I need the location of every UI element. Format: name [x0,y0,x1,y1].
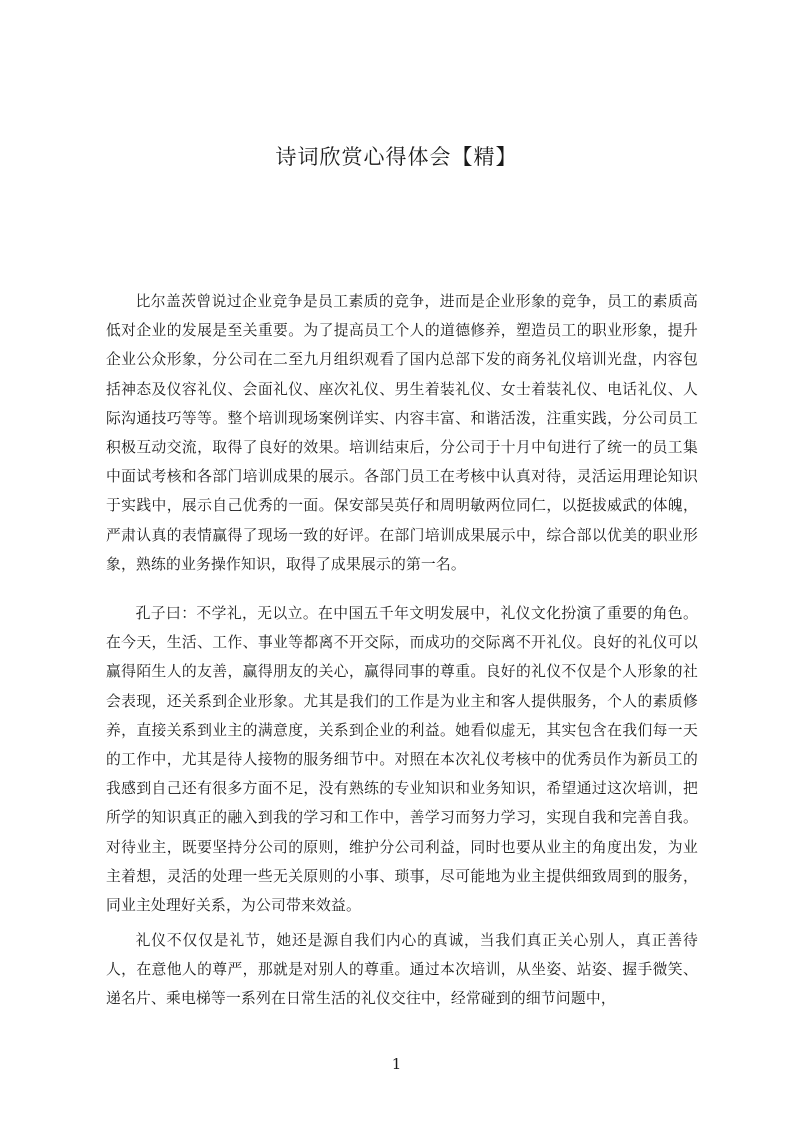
paragraph-1: 比尔盖茨曾说过企业竞争是员工素质的竞争，进而是企业形象的竞争，员工的素质高低对企业的发展是至关重要。为了提高员工个人的道德修养，塑造员工的职业形象，提升企业公众形象，分公司在二至九月组织观看了国内总部下发的商务礼仪培训光盘，内容包括神态及仪容礼仪、会面礼仪、座次礼仪、男生着装礼仪、女士着装礼仪、电话礼仪、人际沟通技巧等等。整个培训现场案例详实、内容丰富、和谐活泼，注重实践，分公司员工积极互动交流，取得了良好的效果。培训结束后，分公司于十月中旬进行了统一的员工集中面试考核和各部门培训成果的展示。各部门员工在考核中认真对待，灵活运用理论知识于实践中，展示自己优秀的一面。保安部吴英仔和周明敏两位同仁，以挺拔威武的体魄，严肃认真的表情赢得了现场一致的好评。在部门培训成果展示中，综合部以优美的职业形象，熟练的业务操作知识，取得了成果展示的第一名。 [106,293,698,573]
paragraph-2: 孔子曰：不学礼，无以立。在中国五千年文明发展中，礼仪文化扮演了重要的角色。在今天，生活、工作、事业等都离不开交际，而成功的交际离不开礼仪。良好的礼仪可以赢得陌生人的友善，赢得朋友的关心，赢得同事的尊重。良好的礼仪不仅是个人形象的社会表现，还关系到企业形象。尤其是我们的工作是为业主和客人提供服务，个人的素质修养，直接关系到业主的满意度，关系到企业的利益。她看似虚无，其实包含在我们每一天的工作中，尤其是待人接物的服务细节中。对照在本次礼仪考核中的优秀员作为新员工的我感到自己还有很多方面不足，没有熟练的专业知识和业务知识，希望通过这次培训，把所学的知识真正的融入到我的学习和工作中，善学习而努力学习，实现自我和完善自我。对待业主，既要坚持分公司的原则，维护分公司利益，同时也要从业主的角度出发，为业主着想，灵活的处理一些无关原则的小事、琐事，尽可能地为业主提供细致周到的服务，同业主处理好关系，为公司带来效益。 [106,605,698,915]
page-number: 1 [391,1055,402,1073]
document-title: 诗词欣赏心得体会【精】 [275,145,518,169]
paragraph-3: 礼仪不仅仅是礼节，她还是源自我们内心的真诚，当我们真正关心别人，真正善待人，在意他人的尊严，那就是对别人的尊重。通过本次培训，从坐姿、站姿、握手微笑、递名片、乘电梯等一系列在日常生活的礼仪交往中，经常碰到的细节问题中， [106,932,698,1008]
